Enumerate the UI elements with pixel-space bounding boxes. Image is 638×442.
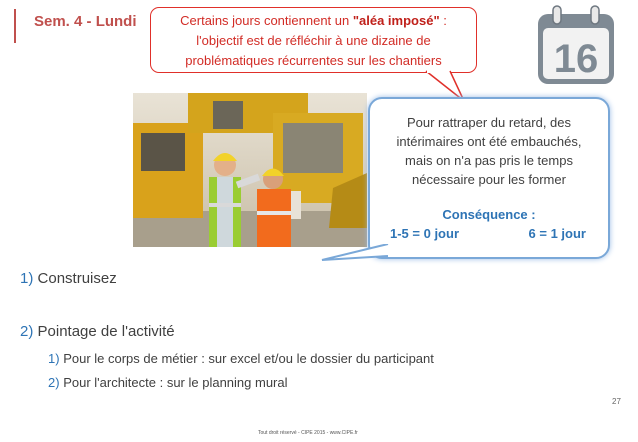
list-item-label: Pointage de l'activité bbox=[37, 323, 175, 340]
sublist-item-corps-de-metier bbox=[48, 351, 434, 366]
alea-text-before: Certains jours contiennent un bbox=[180, 13, 353, 28]
sublist-item-label: Pour le corps de métier : sur excel et/ou le dossier du participant bbox=[63, 351, 434, 366]
header-accent-bar bbox=[14, 9, 16, 43]
footer-copyright: Tout droit réservé - CIPE 2015 - www.CIPE.fr bbox=[258, 430, 358, 436]
list-number: 1) bbox=[20, 270, 34, 287]
construction-workers-photo bbox=[133, 93, 367, 247]
list-number: 2) bbox=[20, 323, 34, 340]
list-item-pointage bbox=[20, 323, 175, 340]
retard-line1: Pour rattraper du retard, des bbox=[406, 115, 572, 130]
list-item-label: Construisez bbox=[37, 270, 117, 287]
sublist-item-label: Pour l'architecte : sur le planning mural bbox=[63, 375, 288, 390]
calendar-day: 16 bbox=[553, 37, 599, 81]
alea-callout-line2: l'objectif est de réfléchir à une dizaine de bbox=[196, 33, 431, 48]
alea-text-after: : bbox=[439, 13, 447, 28]
consequence-row bbox=[378, 224, 600, 243]
page-title: Sem. 4 - Lundi bbox=[34, 13, 137, 30]
retard-callout-tail bbox=[320, 244, 390, 264]
retard-line2: intérimaires ont été embauchés, bbox=[396, 134, 582, 149]
sublist-number: 2) bbox=[48, 375, 60, 390]
calendar-icon bbox=[536, 4, 616, 86]
retard-callout bbox=[368, 97, 610, 259]
sublist-number: 1) bbox=[48, 351, 60, 366]
alea-callout-line1 bbox=[151, 11, 476, 31]
retard-line3: mais on n'a pas pris le temps bbox=[405, 153, 573, 168]
alea-callout bbox=[150, 7, 477, 73]
alea-callout-line3: problématiques récurrentes sur les chantiers bbox=[185, 53, 442, 68]
alea-text-bold: "aléa imposé" bbox=[352, 13, 440, 28]
list-item-construisez bbox=[20, 270, 117, 287]
consequence-right: 6 = 1 jour bbox=[528, 226, 586, 241]
consequence-left: 1-5 = 0 jour bbox=[390, 226, 459, 241]
sublist-item-architecte bbox=[48, 375, 288, 390]
page-number: 27 bbox=[612, 397, 621, 406]
retard-line4: nécessaire pour les former bbox=[412, 172, 566, 187]
consequence-title: Conséquence : bbox=[442, 207, 536, 222]
